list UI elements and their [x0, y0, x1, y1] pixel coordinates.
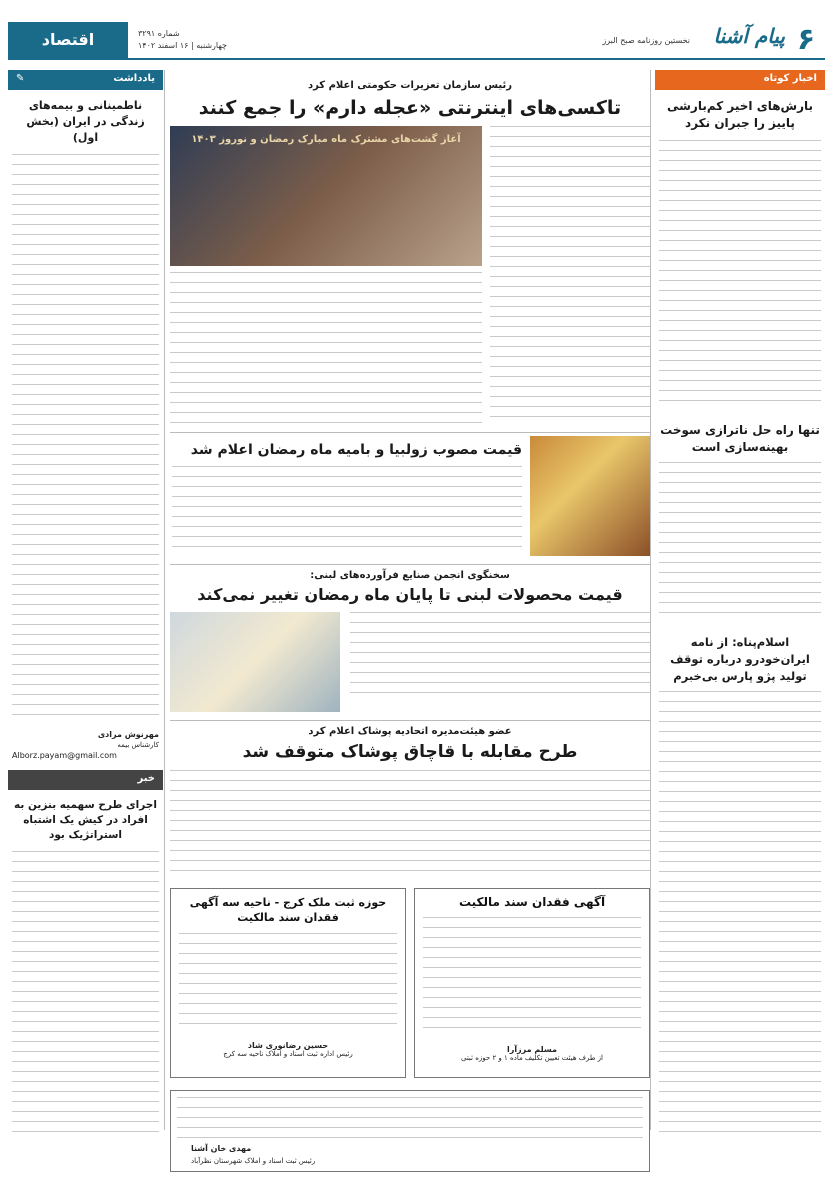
page-header — [8, 22, 825, 60]
page-number: ۶ — [796, 22, 816, 57]
story3-headline: قیمت محصولات لبنی تا پایان ماه رمضان تغییر نمی‌کند — [197, 585, 623, 604]
story4-headline: طرح مقابله با قاچاق پوشاک متوقف شد — [242, 742, 578, 762]
opinion-tag: یادداشت — [113, 73, 155, 84]
ad1-org: از طرف هیئت تعیین تکلیف ماده ۱ و ۲ حوزه ثبتی — [460, 1054, 604, 1062]
story1-photo — [170, 126, 482, 266]
opinion-email: Alborz.payam@gmail.com — [12, 751, 117, 760]
opinion-body — [12, 154, 159, 724]
story1-headline: تاکسی‌های اینترنتی «عجله دارم» را جمع کنند — [198, 97, 622, 119]
section-label: اقتصاد — [8, 22, 128, 58]
column-divider-left — [164, 70, 165, 1130]
opinion-author-title: کارشناس بیمه — [117, 741, 159, 749]
ad1-body — [423, 917, 641, 1037]
story1-body-right — [490, 126, 650, 426]
story2-body — [172, 466, 522, 556]
short-news-body-1 — [659, 140, 821, 410]
story3-photo — [170, 612, 340, 712]
story3-body — [350, 612, 650, 702]
story1-kicker: رئیس سازمان تعزیرات حکومتی اعلام کرد — [307, 80, 513, 91]
ad1-signature: مسلم مرزآرا — [506, 1045, 558, 1054]
ad2-org: رئیس اداره ثبت اسناد و املاک ناحیه سه کرج — [223, 1050, 353, 1058]
story3-kicker: سخنگوی انجمن صنایع فرآورده‌های لبنی: — [310, 570, 510, 581]
issue-date: چهارشنبه | ۱۶ اسفند ۱۴۰۲ — [138, 41, 227, 50]
main-column — [170, 70, 650, 1130]
short-news-column — [655, 70, 825, 1130]
story1-photo-caption: آغاز گشت‌های مشترک ماه مبارک رمضان و نوروز ۱۴۰۳ — [191, 134, 461, 145]
column-divider-right — [650, 70, 651, 1130]
news-body — [12, 851, 159, 1141]
issue-number: شماره ۳۲۹۱ — [138, 29, 180, 38]
paper-subtitle: نخستین روزنامه صبح البرز — [602, 36, 690, 45]
footer-ad — [170, 1090, 650, 1172]
ad-box-1 — [414, 888, 650, 1078]
short-news-title-3: اسلام‌پناه: از نامه ایران‌خودرو درباره توقف تولید پژو پارس بی‌خبرم — [670, 635, 810, 683]
footer-ad-body — [177, 1097, 643, 1139]
issue-meta — [138, 28, 227, 52]
short-news-title-2: تنها راه حل ناترازی سوخت بهینه‌سازی است — [660, 423, 820, 454]
divider-3 — [170, 720, 650, 721]
opinion-author: مهرنوش مرادی — [97, 730, 159, 739]
ad2-signature: حسین رضانوری شاد — [247, 1041, 329, 1050]
ad2-title: حوزه ثبت ملک کرج - ناحیه سه آگهی فقدان سند مالکیت — [189, 896, 387, 924]
note-icon: ✎ — [16, 73, 25, 84]
ad1-title: آگهی فقدان سند مالکیت — [458, 895, 606, 909]
opinion-tag-bar — [8, 70, 163, 90]
story2-headline: قیمت مصوب زولبیا و بامیه ماه رمضان اعلام شد — [190, 442, 522, 458]
story4-body — [170, 770, 650, 880]
divider-2 — [170, 564, 650, 565]
news-headline: اجرای طرح سهمیه بنزین به افراد در کیش یک اشتباه استراتژیک بود — [14, 799, 157, 841]
paper-logo: پیام آشنا — [713, 24, 785, 48]
divider-1 — [170, 432, 650, 433]
short-news-body-2 — [659, 462, 821, 622]
story1-body-left — [170, 272, 482, 426]
story2-photo — [530, 436, 650, 556]
news-tag: خبر — [8, 770, 163, 790]
ad2-body — [179, 933, 397, 1033]
short-news-tag: اخبار کوتاه — [655, 70, 825, 90]
opinion-column — [8, 70, 163, 1130]
opinion-headline: ناطمینانی و بیمه‌های زندگی در ایران (بخش اول) — [26, 99, 145, 144]
footer-ad-signature: مهدی خان آشنا — [191, 1144, 252, 1153]
ad-box-2 — [170, 888, 406, 1078]
short-news-body-3 — [659, 691, 821, 1141]
footer-ad-org: رئیس ثبت اسناد و املاک شهرستان نظرآباد — [191, 1157, 316, 1165]
short-news-title-1: بارش‌های اخیر کم‌بارشی پاییز را جبران نکرد — [666, 99, 814, 130]
story4-kicker: عضو هیئت‌مدیره اتحادیه پوشاک اعلام کرد — [308, 726, 512, 737]
